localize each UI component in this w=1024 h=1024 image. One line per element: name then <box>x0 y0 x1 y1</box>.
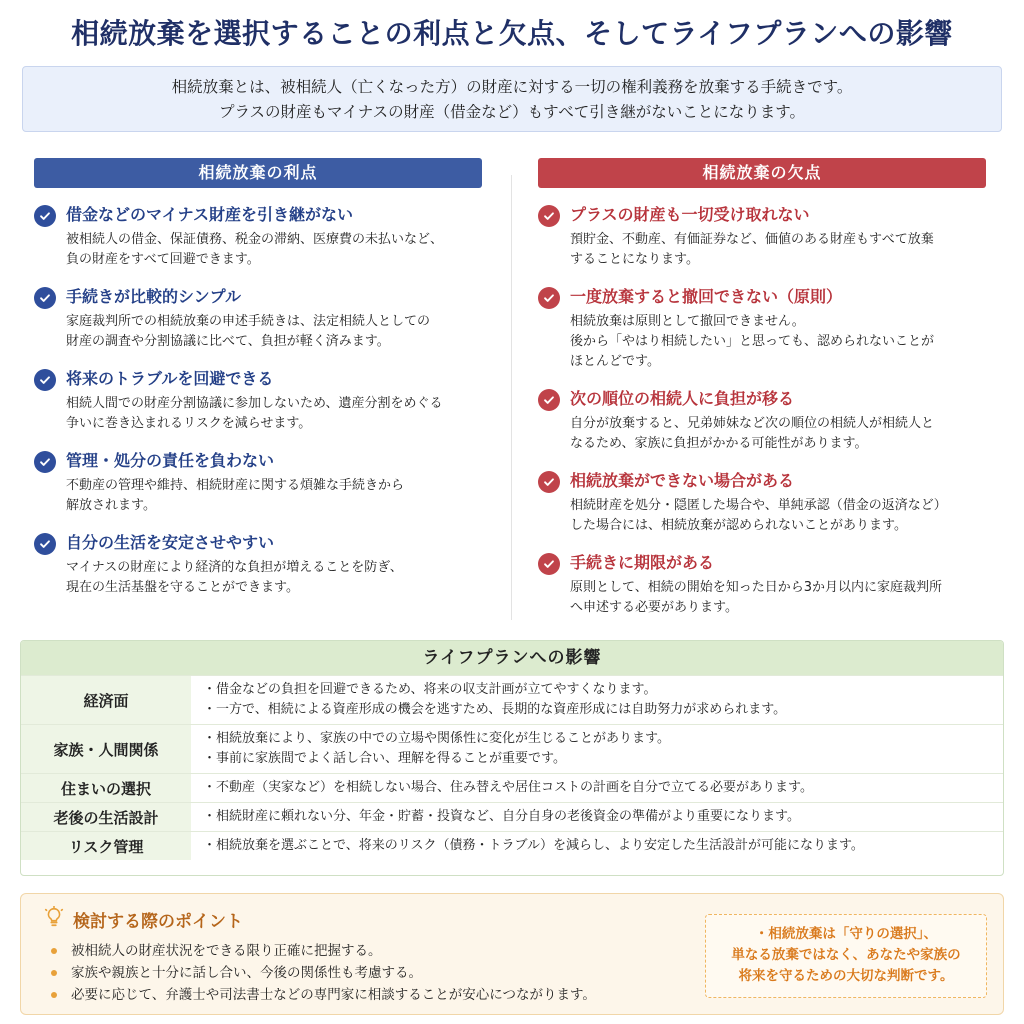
points-list-text: 被相続人の財産状況をできる限り正確に把握する。 <box>71 943 382 959</box>
lifeplan-row-text <box>191 803 1003 831</box>
item-description <box>570 578 986 618</box>
points-list-item <box>51 940 596 962</box>
item-description <box>66 476 482 516</box>
merit-item <box>34 530 482 598</box>
bullet-dot-icon <box>51 948 57 954</box>
item-description-line: 不動産の管理や維持、相続財産に関する煩雑な手続きから <box>66 478 405 493</box>
demerits-list <box>538 188 986 618</box>
item-description <box>570 414 986 454</box>
check-circle-icon <box>34 287 56 309</box>
item-description-line: なるため、家族に負担がかかる可能性があります。 <box>570 436 868 451</box>
lifeplan-row-line: ・不動産（実家など）を相続しない場合、住み替えや居住コストの計画を自分で立てる必要があります。 <box>203 780 813 795</box>
item-description-line: へ申述する必要があります。 <box>570 600 738 615</box>
points-note <box>705 914 987 998</box>
item-description-line: した場合には、相続放棄が認められないことがあります。 <box>570 518 907 533</box>
item-description-line: 被相続人の借金、保証債務、税金の滞納、医療費の未払いなど、 <box>66 232 444 247</box>
item-description-line: 解放されます。 <box>66 498 156 513</box>
points-list-text: 必要に応じて、弁護士や司法書士などの専門家に相談することが安心につながります。 <box>71 987 596 1003</box>
lifeplan-row-text <box>191 676 1003 724</box>
lifeplan-row-label: 家族・人間関係 <box>21 725 191 773</box>
points-list-text: 家族や親族と十分に話し合い、今後の関係性も考慮する。 <box>71 965 422 981</box>
lifeplan-row-line: ・借金などの負担を回避できるため、将来の収支計画が立てやすくなります。 <box>203 682 657 697</box>
item-description-line: 自分が放棄すると、兄弟姉妹など次の順位の相続人が相続人と <box>570 416 935 431</box>
item-title: プラスの財産も一切受け取れない <box>570 205 810 224</box>
merits-list <box>34 188 482 598</box>
bullet-dot-icon <box>51 992 57 998</box>
item-description <box>570 496 986 536</box>
item-description <box>66 558 482 598</box>
item-title: 管理・処分の責任を負わない <box>66 451 275 470</box>
demerit-item <box>538 550 986 618</box>
item-description-line: 負の財産をすべて回避できます。 <box>66 252 260 267</box>
item-description-line: 後から「やはり相続したい」と思っても、認められないことが <box>570 334 935 349</box>
item-title: 将来のトラブルを回避できる <box>66 369 274 388</box>
points-list-item <box>51 984 596 1006</box>
lifeplan-header: ライフプランへの影響 <box>21 641 1003 675</box>
item-description <box>570 312 986 372</box>
merit-item <box>34 202 482 270</box>
lifeplan-row-label: 経済面 <box>21 676 191 724</box>
item-title: 一度放棄すると撤回できない（原則） <box>570 287 843 306</box>
page-title: 相続放棄を選択することの利点と欠点、そしてライフプランへの影響 <box>71 17 953 50</box>
lifeplan-row <box>21 831 1003 860</box>
item-description <box>570 230 986 270</box>
item-description-line: 相続放棄は原則として撤回できません。 <box>570 314 805 329</box>
check-circle-icon <box>34 205 56 227</box>
lifeplan-row-text <box>191 774 1003 802</box>
demerit-item <box>538 202 986 270</box>
points-note-line: 将来を守るための大切な判断です。 <box>738 968 954 984</box>
lifeplan-row <box>21 724 1003 773</box>
merits-header: 相続放棄の利点 <box>34 158 482 188</box>
item-description-line: マイナスの財産により経済的な負担が増えることを防ぎ、 <box>66 560 403 575</box>
item-description-line: 相続人間での財産分割協議に参加しないため、遺産分割をめぐる <box>66 396 443 411</box>
item-title: 手続きが比較的シンプル <box>66 287 241 306</box>
item-description-line: 原則として、相続の開始を知った日から3か月以内に家庭裁判所 <box>570 580 943 595</box>
points-title-text: 検討する際のポイント <box>73 912 243 932</box>
lifeplan-row-label: 老後の生活設計 <box>21 803 191 831</box>
points-note-line: 単なる放棄ではなく、あなたや家族の <box>731 947 961 963</box>
lifeplan-row-line: ・相続財産に頼れない分、年金・貯蓄・投資など、自分自身の老後資金の準備がより重要になります。 <box>203 809 800 824</box>
check-circle-icon <box>34 369 56 391</box>
lifeplan-row-text <box>191 725 1003 773</box>
points-note-line: ・相続放棄は「守りの選択」、 <box>754 926 938 942</box>
bullet-dot-icon <box>51 970 57 976</box>
item-description-line: 相続財産を処分・隠匿した場合や、単純承認（借金の返済など） <box>570 498 947 513</box>
item-title: 手続きに期限がある <box>570 553 715 572</box>
merit-item <box>34 448 482 516</box>
item-description-line: 家庭裁判所での相続放棄の申述手続きは、法定相続人としての <box>66 314 431 329</box>
check-circle-icon <box>538 471 560 493</box>
merits-column <box>34 158 482 598</box>
check-circle-icon <box>538 205 560 227</box>
merit-item <box>34 366 482 434</box>
intro-line: プラスの財産もマイナスの財産（借金など）もすべて引き継がないことになります。 <box>218 103 806 121</box>
demerit-item <box>538 386 986 454</box>
item-description-line: 現在の生活基盤を守ることができます。 <box>66 580 299 595</box>
item-description-line: することになります。 <box>570 252 699 267</box>
item-description <box>66 394 482 434</box>
check-circle-icon <box>538 553 560 575</box>
points-title <box>43 906 243 933</box>
lifeplan-row-line: ・相続放棄により、家族の中での立場や関係性に変化が生じることがあります。 <box>203 731 670 746</box>
lifeplan-rows <box>21 675 1003 860</box>
check-circle-icon <box>34 451 56 473</box>
lifeplan-row <box>21 802 1003 831</box>
item-description <box>66 312 482 352</box>
demerit-item <box>538 284 986 372</box>
lifeplan-row <box>21 675 1003 724</box>
lifeplan-row-label: リスク管理 <box>21 832 191 860</box>
item-title: 相続放棄ができない場合がある <box>570 471 795 490</box>
demerits-header: 相続放棄の欠点 <box>538 158 986 188</box>
item-title: 借金などのマイナス財産を引き継がない <box>66 205 354 224</box>
lifeplan-row <box>21 773 1003 802</box>
column-divider <box>511 175 512 620</box>
item-description <box>66 230 482 270</box>
intro-box <box>22 66 1002 132</box>
lifeplan-row-line: ・事前に家族間でよく話し合い、理解を得ることが重要です。 <box>203 751 566 766</box>
lifeplan-table <box>20 640 1004 876</box>
check-circle-icon <box>538 287 560 309</box>
points-box <box>20 893 1004 1015</box>
lifeplan-row-label: 住まいの選択 <box>21 774 191 802</box>
lifeplan-row-line: ・一方で、相続による資産形成の機会を逃すため、長期的な資産形成には自助努力が求められます。 <box>203 702 787 717</box>
item-title: 次の順位の相続人に負担が移る <box>570 389 795 408</box>
lightbulb-icon <box>43 906 65 933</box>
lifeplan-row-line: ・相続放棄を選ぶことで、将来のリスク（債務・トラブル）を減らし、より安定した生活設計が可能になります。 <box>203 838 864 853</box>
lifeplan-row-text <box>191 832 1003 860</box>
item-description-line: 争いに巻き込まれるリスクを減らせます。 <box>66 416 312 431</box>
item-title: 自分の生活を安定させやすい <box>66 533 275 552</box>
merit-item <box>34 284 482 352</box>
demerit-item <box>538 468 986 536</box>
demerits-column <box>538 158 986 618</box>
item-description-line: 預貯金、不動産、有価証券など、価値のある財産もすべて放棄 <box>570 232 934 247</box>
check-circle-icon <box>538 389 560 411</box>
points-list-item <box>51 962 596 984</box>
item-description-line: ほとんどです。 <box>570 354 660 369</box>
points-list <box>51 940 596 1006</box>
item-description-line: 財産の調査や分割協議に比べて、負担が軽く済みます。 <box>66 334 390 349</box>
check-circle-icon <box>34 533 56 555</box>
intro-line: 相続放棄とは、被相続人（亡くなった方）の財産に対する一切の権利義務を放棄する手続きです。 <box>171 78 853 96</box>
